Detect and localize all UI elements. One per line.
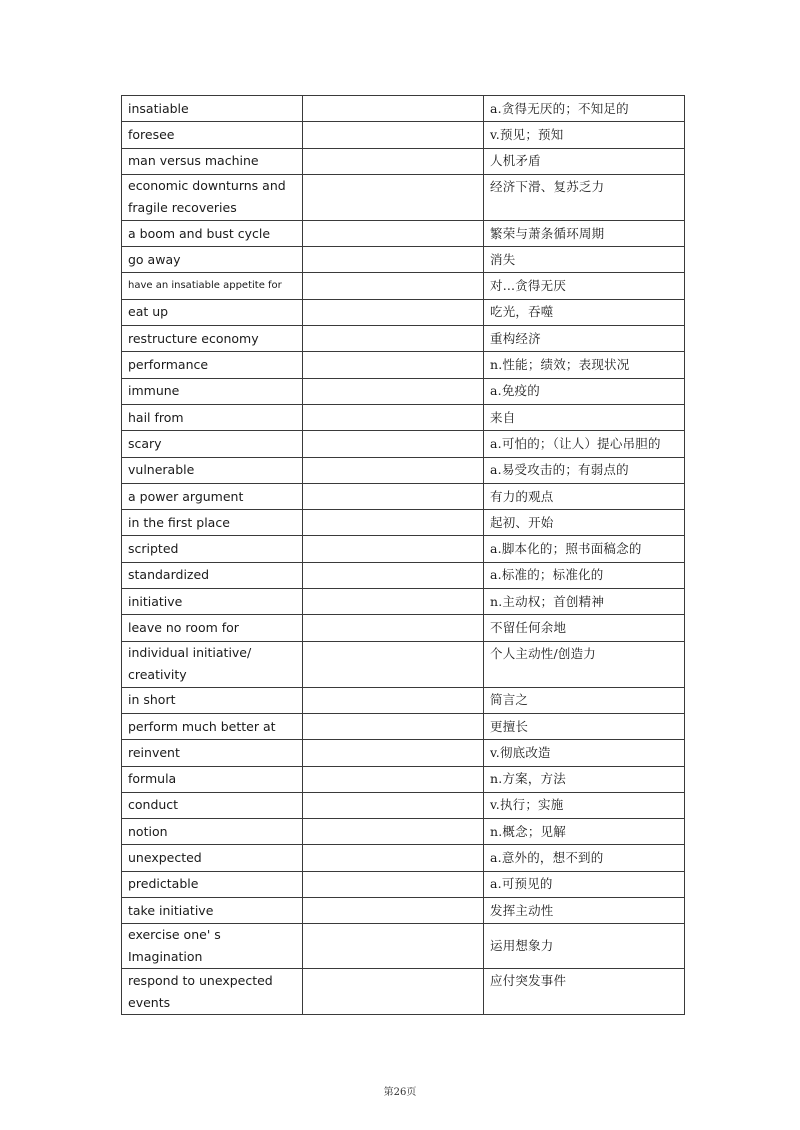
blank-cell xyxy=(303,740,484,766)
blank-cell xyxy=(303,431,484,457)
table-row xyxy=(122,687,685,713)
table-row xyxy=(122,969,685,1015)
term-cell: initiative xyxy=(122,589,303,615)
blank-cell xyxy=(303,589,484,615)
definition-cell: 繁荣与萧条循环周期 xyxy=(484,220,685,246)
table-row xyxy=(122,589,685,615)
table-row xyxy=(122,615,685,641)
term-cell: hail from xyxy=(122,404,303,430)
blank-cell xyxy=(303,819,484,845)
term-cell: standardized xyxy=(122,562,303,588)
table-row xyxy=(122,404,685,430)
table-row xyxy=(122,562,685,588)
blank-cell xyxy=(303,247,484,273)
blank-cell xyxy=(303,96,484,122)
term-cell: conduct xyxy=(122,792,303,818)
table-row xyxy=(122,510,685,536)
blank-cell xyxy=(303,510,484,536)
definition-cell: a.贪得无厌的；不知足的 xyxy=(484,96,685,122)
table-row xyxy=(122,871,685,897)
table-row xyxy=(122,483,685,509)
term-cell: formula xyxy=(122,766,303,792)
table-row xyxy=(122,378,685,404)
blank-cell xyxy=(303,483,484,509)
blank-cell xyxy=(303,562,484,588)
table-row xyxy=(122,924,685,969)
term-cell: scary xyxy=(122,431,303,457)
term-cell: have an insatiable appetite for xyxy=(122,273,303,299)
table-row xyxy=(122,898,685,924)
blank-cell xyxy=(303,766,484,792)
definition-cell: 个人主动性/创造力 xyxy=(484,641,685,687)
blank-cell xyxy=(303,378,484,404)
definition-cell: v.预见；预知 xyxy=(484,122,685,148)
table-row xyxy=(122,431,685,457)
term-cell: foresee xyxy=(122,122,303,148)
table-row xyxy=(122,457,685,483)
definition-cell: 简言之 xyxy=(484,687,685,713)
term-cell: go away xyxy=(122,247,303,273)
table-row xyxy=(122,174,685,220)
term-cell: a boom and bust cycle xyxy=(122,220,303,246)
definition-cell: a.易受攻击的；有弱点的 xyxy=(484,457,685,483)
term-cell: in short xyxy=(122,687,303,713)
blank-cell xyxy=(303,174,484,220)
blank-cell xyxy=(303,273,484,299)
definition-cell: a.可预见的 xyxy=(484,871,685,897)
table-row xyxy=(122,740,685,766)
term-cell: in the first place xyxy=(122,510,303,536)
table-row xyxy=(122,273,685,299)
definition-cell: 吃光，吞噬 xyxy=(484,299,685,325)
term-cell: eat up xyxy=(122,299,303,325)
definition-cell: a.意外的，想不到的 xyxy=(484,845,685,871)
definition-cell: a.免疫的 xyxy=(484,378,685,404)
term-cell: reinvent xyxy=(122,740,303,766)
definition-cell: 应付突发事件 xyxy=(484,969,685,1015)
term-cell: predictable xyxy=(122,871,303,897)
blank-cell xyxy=(303,969,484,1015)
definition-cell: 重构经济 xyxy=(484,326,685,352)
blank-cell xyxy=(303,352,484,378)
table-row xyxy=(122,792,685,818)
definition-cell: 运用想象力 xyxy=(484,924,685,969)
term-cell: insatiable xyxy=(122,96,303,122)
definition-cell: 人机矛盾 xyxy=(484,148,685,174)
term-cell: respond to unexpected events xyxy=(122,969,303,1015)
blank-cell xyxy=(303,845,484,871)
term-cell: notion xyxy=(122,819,303,845)
blank-cell xyxy=(303,792,484,818)
definition-cell: 消失 xyxy=(484,247,685,273)
blank-cell xyxy=(303,871,484,897)
table-row xyxy=(122,326,685,352)
term-cell: man versus machine xyxy=(122,148,303,174)
table-row xyxy=(122,766,685,792)
term-cell: take initiative xyxy=(122,898,303,924)
term-cell: a power argument xyxy=(122,483,303,509)
page-number: 第26页 xyxy=(383,1087,417,1098)
blank-cell xyxy=(303,687,484,713)
term-cell: economic downturns and fragile recoveries xyxy=(122,174,303,220)
definition-cell: 更擅长 xyxy=(484,713,685,739)
term-cell: perform much better at xyxy=(122,713,303,739)
table-row xyxy=(122,352,685,378)
term-cell: leave no room for xyxy=(122,615,303,641)
table-row xyxy=(122,819,685,845)
table-row xyxy=(122,641,685,687)
definition-cell: n.方案，方法 xyxy=(484,766,685,792)
blank-cell xyxy=(303,457,484,483)
definition-cell: a.脚本化的；照书面稿念的 xyxy=(484,536,685,562)
definition-cell: n.概念；见解 xyxy=(484,819,685,845)
table-row xyxy=(122,299,685,325)
blank-cell xyxy=(303,122,484,148)
blank-cell xyxy=(303,220,484,246)
blank-cell xyxy=(303,713,484,739)
definition-cell: 经济下滑、复苏乏力 xyxy=(484,174,685,220)
table-row xyxy=(122,536,685,562)
blank-cell xyxy=(303,924,484,969)
blank-cell xyxy=(303,615,484,641)
definition-cell: a.可怕的；（让人）提心吊胆的 xyxy=(484,431,685,457)
definition-cell: 对...贪得无厌 xyxy=(484,273,685,299)
term-cell: unexpected xyxy=(122,845,303,871)
term-cell: performance xyxy=(122,352,303,378)
table-row xyxy=(122,148,685,174)
blank-cell xyxy=(303,299,484,325)
term-cell: individual initiative/ creativity xyxy=(122,641,303,687)
term-cell: restructure economy xyxy=(122,326,303,352)
blank-cell xyxy=(303,326,484,352)
term-cell: immune xyxy=(122,378,303,404)
definition-cell: n.性能；绩效；表现状况 xyxy=(484,352,685,378)
definition-cell: 来自 xyxy=(484,404,685,430)
definition-cell: v.彻底改造 xyxy=(484,740,685,766)
vocabulary-table xyxy=(121,95,685,1015)
table-row xyxy=(122,96,685,122)
definition-cell: 有力的观点 xyxy=(484,483,685,509)
term-cell: vulnerable xyxy=(122,457,303,483)
term-cell: scripted xyxy=(122,536,303,562)
table-row xyxy=(122,845,685,871)
definition-cell: 不留任何余地 xyxy=(484,615,685,641)
blank-cell xyxy=(303,898,484,924)
blank-cell xyxy=(303,641,484,687)
term-cell: exercise one' s Imagination xyxy=(122,924,303,969)
definition-cell: n.主动权；首创精神 xyxy=(484,589,685,615)
definition-cell: 起初、开始 xyxy=(484,510,685,536)
table-row xyxy=(122,220,685,246)
table-row xyxy=(122,713,685,739)
definition-cell: 发挥主动性 xyxy=(484,898,685,924)
blank-cell xyxy=(303,536,484,562)
definition-cell: v.执行；实施 xyxy=(484,792,685,818)
blank-cell xyxy=(303,404,484,430)
blank-cell xyxy=(303,148,484,174)
table-row xyxy=(122,247,685,273)
table-row xyxy=(122,122,685,148)
definition-cell: a.标准的；标准化的 xyxy=(484,562,685,588)
